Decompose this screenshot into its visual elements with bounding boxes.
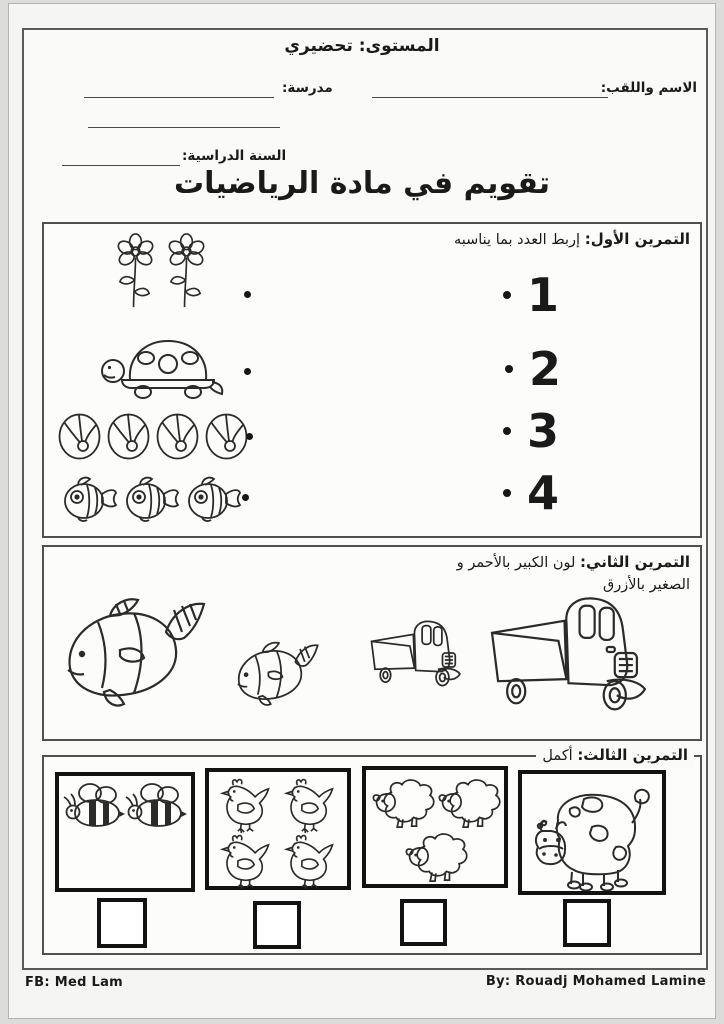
connect-dot-fish[interactable]: [242, 494, 249, 501]
school-field-line-2[interactable]: [88, 126, 280, 128]
number-2-group: [505, 342, 562, 396]
connect-dot-flowers[interactable]: [244, 291, 251, 298]
cow-icon: [530, 779, 654, 891]
name-field-line[interactable]: [372, 96, 608, 98]
bees-answer-square[interactable]: [97, 898, 147, 948]
page-title: تقويم في مادة الرياضيات: [173, 166, 551, 201]
flower-icon: [163, 231, 210, 313]
number-3: 3: [527, 404, 560, 458]
big-fish-image: [58, 592, 208, 717]
school-field-label: مدرسة:: [282, 80, 333, 96]
number-4: 4: [527, 466, 560, 520]
level-label: المستوى: تحضيري: [284, 36, 440, 56]
bee-icon: [63, 781, 125, 831]
fish-group: [60, 474, 242, 522]
exercise2-heading-label: التمرين الثاني:: [580, 553, 690, 571]
exercise2-heading-instruction: لون الكبير بالأحمر و الصغير بالأزرق: [456, 555, 690, 593]
ball-icon: [106, 413, 151, 460]
bee-icon: [125, 781, 187, 831]
fish-icon: [60, 474, 118, 522]
connect-dot-balls[interactable]: [246, 433, 253, 440]
chicken-icon: [217, 833, 275, 889]
connect-dot-number-1[interactable]: [503, 291, 511, 299]
exercise1-heading-instruction: إربط العدد بما يناسبه: [453, 232, 581, 248]
footer-credit-right: By: Rouadj Mohamed Lamine: [485, 974, 706, 989]
footer-credit-left: FB: Med Lam: [25, 975, 124, 990]
number-3-group: [503, 404, 560, 458]
connect-dot-number-4[interactable]: [503, 489, 511, 497]
flowers-group: [112, 231, 210, 313]
sheep-icon: [435, 775, 501, 829]
sheep-icon: [369, 775, 435, 829]
number-4-group: [503, 466, 560, 520]
chicken-icon: [281, 833, 339, 889]
sheep-answer-square[interactable]: [400, 899, 447, 946]
number-1-group: [503, 268, 560, 322]
sheep-icon: [402, 829, 468, 883]
school-field-line[interactable]: [84, 96, 274, 98]
exercise3-heading-instruction: أكمل: [542, 748, 573, 764]
chicken-icon: [217, 777, 275, 833]
chickens-count-box: [205, 768, 351, 890]
big-truck-image: [486, 588, 652, 718]
bees-count-box: [55, 772, 195, 892]
exercise3-heading: [536, 744, 694, 768]
connect-dot-number-3[interactable]: [503, 427, 511, 435]
ball-icon: [57, 413, 102, 460]
turtle-icon: [98, 328, 233, 403]
chicken-icon: [281, 777, 339, 833]
cow-answer-square[interactable]: [563, 899, 611, 947]
number-1: 1: [527, 268, 560, 322]
cow-count-box: [518, 770, 666, 895]
ball-icon: [155, 413, 200, 460]
fish-icon: [184, 474, 242, 522]
small-truck-image: [368, 612, 464, 694]
exercise1-heading-label: التمرين الأول:: [584, 230, 690, 248]
exercise3-heading-label: التمرين الثالث:: [577, 746, 688, 764]
ball-icon: [204, 413, 249, 460]
name-field-label: الاسم واللقب:: [600, 80, 697, 96]
fish-icon: [122, 474, 180, 522]
balls-group: [57, 413, 249, 460]
flower-icon: [112, 231, 159, 313]
connect-dot-number-2[interactable]: [505, 365, 513, 373]
number-2: 2: [529, 342, 562, 396]
exercise1-heading: [390, 228, 690, 252]
turtle-group: [98, 328, 233, 403]
small-fish-image: [232, 638, 320, 712]
connect-dot-turtle[interactable]: [244, 368, 251, 375]
sheep-count-box: [362, 766, 508, 888]
chickens-answer-square[interactable]: [253, 901, 301, 949]
year-field-label: السنة الدراسية:: [182, 148, 287, 164]
